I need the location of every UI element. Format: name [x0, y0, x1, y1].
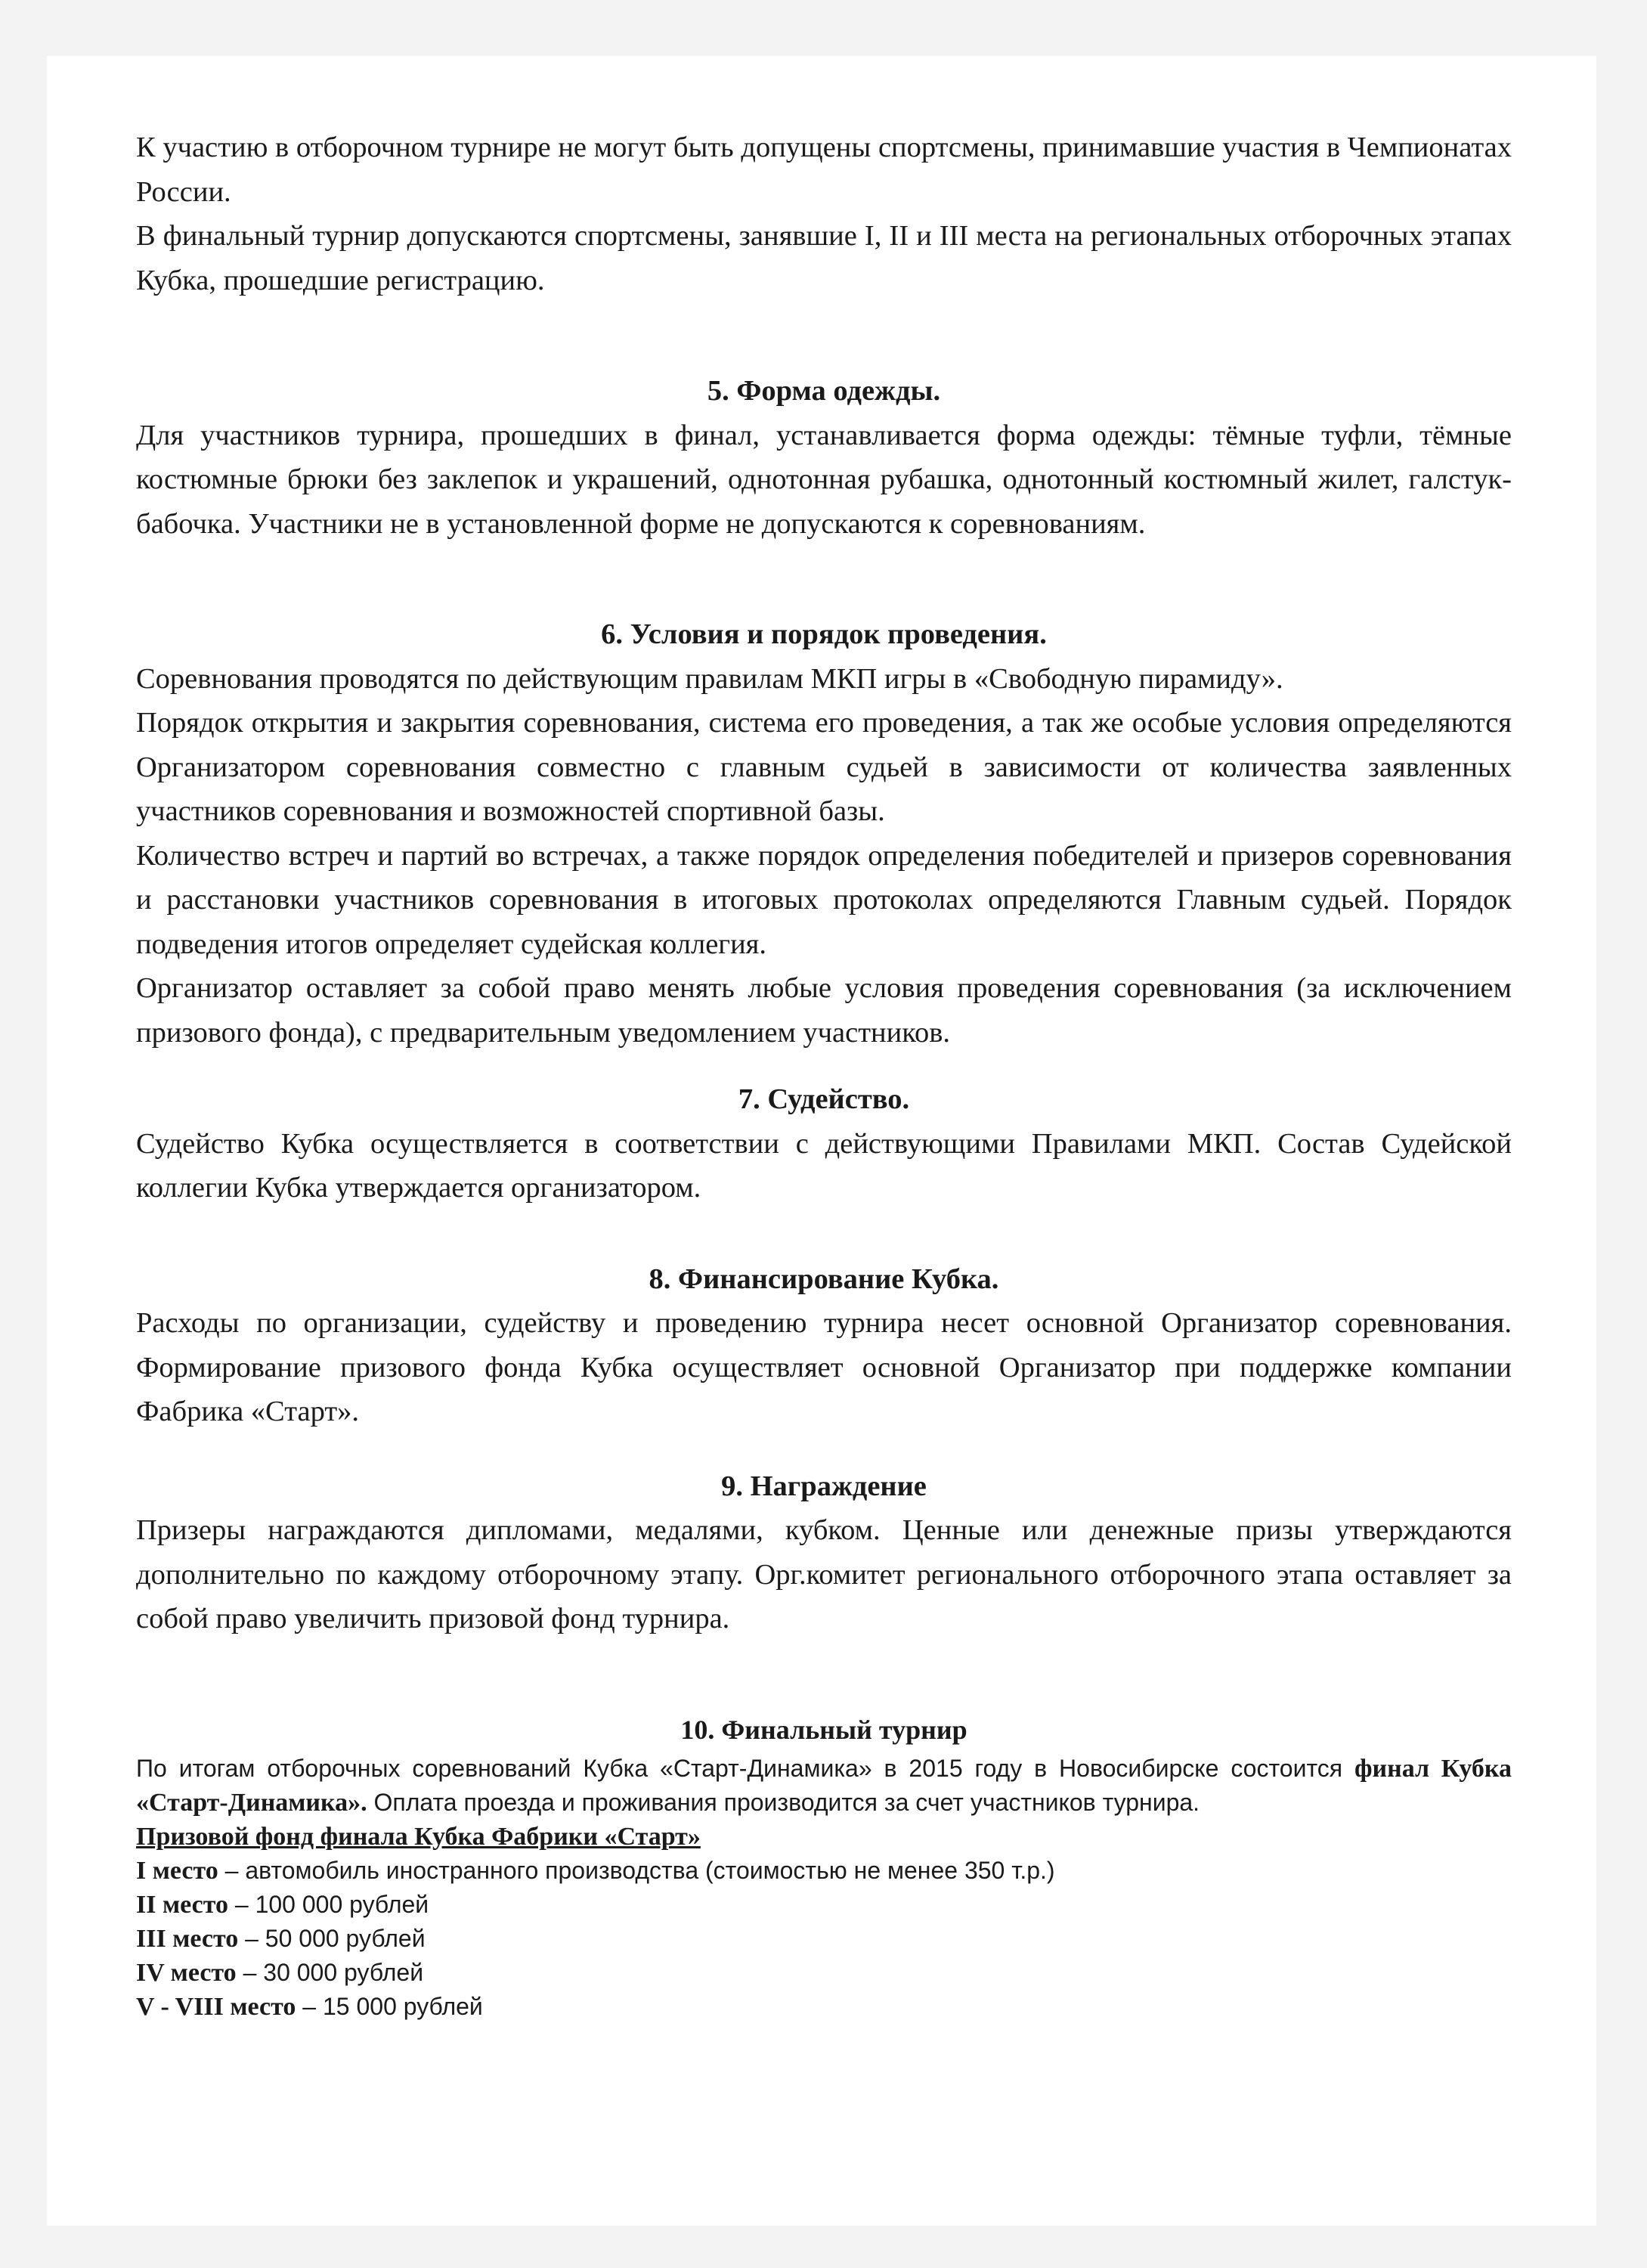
section-6-paragraph-4: Организатор оставляет за собой право менять любые условия проведения соревнования (за исключением призового фонда), с предварительным уведомлением участников.: [136, 972, 1512, 1049]
section-8-paragraph: Расходы по организации, судейству и проведению турнира несет основной Организатор соревнования. Формирование призового фонда Кубка осуществляет основной Организатор при поддержке компании Фабрика «Старт».: [136, 1307, 1512, 1427]
prize-place: III место: [136, 1924, 239, 1953]
prize-place: IV место: [136, 1958, 237, 1987]
final-text-bold: финал Кубка «Старт-Динамика».: [136, 1754, 1512, 1817]
section-9-title: 9. Награждение: [721, 1470, 927, 1502]
prize-list: [136, 1854, 1512, 2024]
prize-place: I место: [136, 1856, 218, 1885]
section-7-paragraph: Судейство Кубка осуществляется в соответствии с действующими Правилами МКП. Состав Судейской коллегии Кубка утверждается организатором.: [136, 1127, 1512, 1204]
prize-value: 50 000 рублей: [265, 1924, 426, 1952]
prize-separator: –: [236, 1958, 264, 1986]
final-text-part-1: По итогам отборочных соревнований Кубка «Старт-Динамика» в 2015 году в Новосибирске состоится: [136, 1754, 1354, 1782]
final-text-part-2: Оплата проезда и проживания производится за счет участников турнира.: [367, 1788, 1200, 1816]
prize-item: [136, 1854, 1512, 1888]
prize-value: 30 000 рублей: [263, 1958, 424, 1986]
section-10-paragraph: [136, 1752, 1512, 1820]
prize-separator: –: [218, 1856, 246, 1884]
prize-item: [136, 1888, 1512, 1922]
section-6-paragraph-3: Количество встреч и партий во встречах, а также порядок определения победителей и призеров соревнования и расстановки участников соревнования в итоговых протоколах определяются Главным судьей. Порядок подведения итогов определяет судейская коллегия.: [136, 839, 1512, 960]
section-5-paragraph: Для участников турнира, прошедших в финал, устанавливается форма одежды: тёмные туфли, тёмные костюмные брюки без заклепок и украшений, однотонная рубашка, однотонный костюмный жилет, галстук-бабочка. Участники не в установленной форме не допускаются к соревнованиям.: [136, 419, 1512, 540]
section-6-title: 6. Условия и порядок проведения.: [601, 618, 1047, 650]
prize-value: 15 000 рублей: [322, 1992, 483, 2020]
section-7-title: 7. Судейство.: [738, 1083, 910, 1115]
section-5-title: 5. Форма одежды.: [707, 375, 941, 407]
section-10-title: 10. Финальный турнир: [680, 1714, 967, 1745]
prize-separator: –: [296, 1992, 323, 2020]
prize-value: автомобиль иностранного производства (стоимостью не менее 350 т.р.): [245, 1856, 1055, 1884]
intro-paragraph-1: К участию в отборочном турнире не могут быть допущены спортсмены, принимавшие участия в Чемпионатах России.: [136, 132, 1512, 208]
prize-item: [136, 1922, 1512, 1956]
prize-separator: –: [228, 1890, 255, 1918]
section-9-paragraph: Призеры награждаются дипломами, медалями, кубком. Ценные или денежные призы утверждаются дополнительно по каждому отборочному этапу. Орг.комитет регионального отборочного этапа оставляет за собой право увеличить призовой фонд турнира.: [136, 1514, 1512, 1634]
document-page: [47, 56, 1596, 2226]
prize-fund-title: Призовой фонд финала Кубка Фабрики «Старт»: [136, 1822, 701, 1851]
final-tournament-block: [136, 1752, 1512, 2024]
prize-item: [136, 1956, 1512, 1990]
prize-place: V - VIII место: [136, 1992, 296, 2021]
intro-paragraph-2: В финальный турнир допускаются спортсмены, занявшие I, II и III места на региональных отборочных этапах Кубка, прошедшие регистрацию.: [136, 220, 1512, 296]
prize-value: 100 000 рублей: [255, 1890, 429, 1918]
prize-separator: –: [238, 1924, 265, 1952]
section-6-paragraph-2: Порядок открытия и закрытия соревнования, система его проведения, а так же особые условия определяются Организатором соревнования совместно с главным судьей в зависимости от количества заявленных участников соревнования и возможностей спортивной базы.: [136, 707, 1512, 827]
prize-item: [136, 1990, 1512, 2024]
section-6-paragraph-1: Соревнования проводятся по действующим правилам МКП игры в «Свободную пирамиду».: [136, 662, 1283, 695]
prize-place: II место: [136, 1890, 228, 1919]
section-8-title: 8. Финансирование Кубка.: [649, 1263, 999, 1295]
document-body: [136, 125, 1512, 2024]
